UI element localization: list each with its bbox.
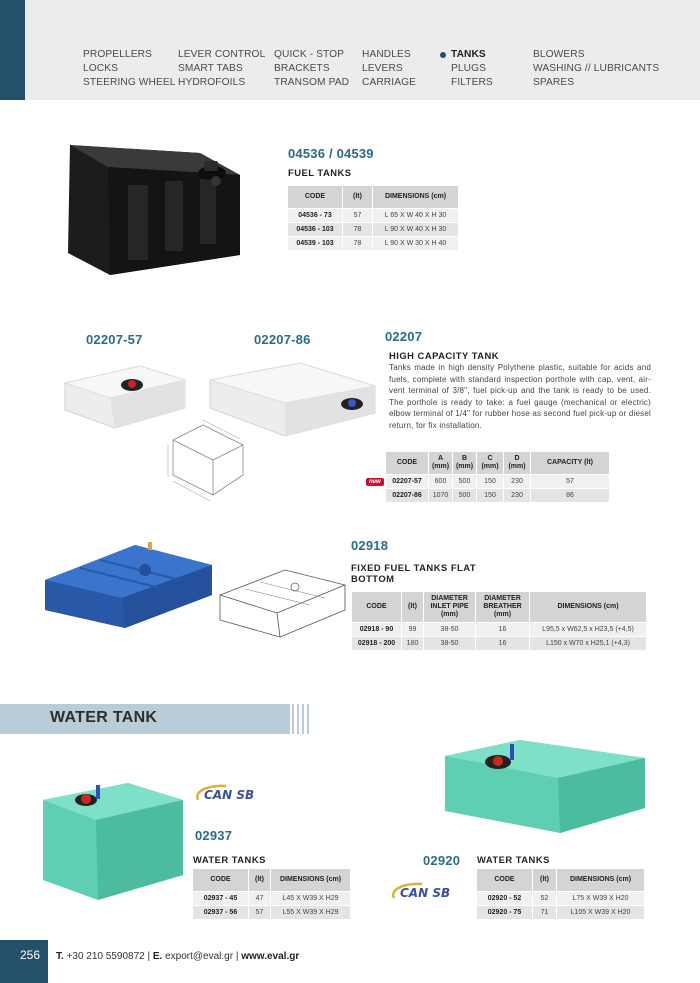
table-cell: 02207-86 [386, 488, 429, 502]
table-header: DIMENSIONS (cm) [271, 869, 351, 891]
table-header: B (mm) [453, 452, 477, 474]
table-cell: L 90 X W 30 X H 40 [373, 236, 459, 250]
product-code-02207: 02207 [385, 329, 423, 344]
table-cell: L45 X W39 X H29 [271, 891, 351, 905]
nav-column-2 [178, 48, 265, 91]
table-cell: 04536 - 103 [288, 222, 343, 236]
product-description: Tanks made in high density Polythene plastic, suitable for acids and fuels, complete with standard inspection porthole with cap, vent, air-vent terminal of 3/8", fuel pick-up and the tank is ready to be used. The porthole is ready to take: a fuel gauge (mechanical or electric) elbow terminal of 1/4" for rubber hose as second fuel pick-up or diesel return, for fix installation. [389, 363, 651, 430]
product-title-water-b: WATER TANKS [477, 854, 550, 865]
product-code-02918: 02918 [351, 538, 389, 553]
brand-logo-text: CAN SB [204, 788, 255, 802]
product-code-02937: 02937 [195, 828, 233, 843]
table-cell: 04539 - 103 [288, 236, 343, 250]
active-bullet-icon [440, 52, 446, 58]
green-water-tank-large-image [440, 736, 650, 836]
product-code-04536: 04536 / 04539 [288, 146, 374, 161]
nav-column-4 [362, 48, 416, 91]
table-cell: 180 [402, 636, 424, 650]
black-fuel-tank-image [40, 135, 250, 280]
table-cell: 57 [531, 474, 610, 488]
nav-item[interactable]: WASHING // LUBRICANTS [533, 63, 660, 75]
table-cell: 78 [343, 236, 373, 250]
table-header: (lt) [533, 869, 557, 891]
table-header: CODE [193, 869, 249, 891]
table-cell: L95,5 x W62,5 x H23,5 (+4,5) [530, 622, 647, 636]
table-cell: 57 [343, 208, 373, 222]
nav-item[interactable]: BLOWERS [533, 49, 585, 60]
table-cell: 230 [504, 488, 531, 502]
nav-item[interactable]: STEERING WHEEL [83, 77, 176, 89]
banner-bars-decoration [292, 704, 312, 734]
table-cell: 02937 - 45 [193, 891, 249, 905]
table-header: D (mm) [504, 452, 531, 474]
table-row [193, 905, 351, 919]
table-header: (lt) [402, 592, 424, 622]
flat-bottom-table [352, 592, 647, 650]
table-cell: 02920 - 75 [477, 905, 533, 919]
nav-column-6 [533, 48, 659, 91]
table-row [352, 622, 647, 636]
table-row [386, 474, 610, 488]
table-header: CODE [352, 592, 402, 622]
table-header: DIMENSIONS (cm) [557, 869, 645, 891]
table-row [288, 222, 459, 236]
water-tanks-02920-table [477, 869, 645, 919]
table-cell: 230 [504, 474, 531, 488]
table-header: CAPACITY (lt) [531, 452, 610, 474]
table-cell: 16 [476, 622, 530, 636]
table-cell: 500 [453, 488, 477, 502]
table-row [193, 891, 351, 905]
table-row [477, 905, 645, 919]
nav-item[interactable]: FILTERS [451, 77, 493, 89]
table-cell: 99 [402, 622, 424, 636]
table-cell: 02918 - 200 [352, 636, 402, 650]
section-title: WATER TANK [50, 709, 158, 726]
table-cell: L150 x W70 x H25,1 (+4,3) [530, 636, 647, 650]
email-link[interactable]: export@eval.gr [165, 951, 234, 962]
product-title-flat-bottom-line1: FIXED FUEL TANKS FLAT [351, 562, 477, 573]
page-number: 256 [0, 940, 48, 983]
green-water-tank-small-image [38, 775, 188, 905]
separator: | [147, 951, 151, 962]
header-accent-stripe [0, 0, 25, 100]
table-cell: L 65 X W 40 X H 30 [373, 208, 459, 222]
table-cell: 02918 - 90 [352, 622, 402, 636]
nav-item[interactable]: BRACKETS [274, 63, 330, 75]
table-cell: 52 [533, 891, 557, 905]
table-cell: 02937 - 56 [193, 905, 249, 919]
table-header: (lt) [343, 186, 373, 208]
phone-label: T. [56, 951, 64, 962]
product-title-flat-bottom-line2: BOTTOM [351, 573, 395, 584]
nav-column-1 [83, 48, 176, 91]
table-cell: 86 [531, 488, 610, 502]
table-header: CODE [386, 452, 429, 474]
flat-tank-line-drawing [215, 565, 350, 640]
nav-item[interactable]: PROPELLERS [83, 49, 152, 60]
nav-item-active[interactable]: TANKS [451, 49, 486, 60]
table-row [477, 891, 645, 905]
table-cell: L55 X W39 X H29 [271, 905, 351, 919]
nav-item[interactable]: LOCKS [83, 63, 119, 75]
separator: | [235, 951, 239, 962]
table-row [288, 236, 459, 250]
table-row [288, 208, 459, 222]
table-cell: L 90 X W 40 X H 30 [373, 222, 459, 236]
product-title-water-a: WATER TANKS [193, 854, 266, 865]
brand-logo-text: CAN SB [400, 886, 451, 900]
blue-flat-tank-image [40, 540, 220, 630]
table-header: C (mm) [477, 452, 504, 474]
table-header: CODE [288, 186, 343, 208]
table-header: (lt) [249, 869, 271, 891]
table-cell: 57 [249, 905, 271, 919]
table-header: DIMENSIONS (cm) [530, 592, 647, 622]
nav-item[interactable]: CARRIAGE [362, 77, 417, 89]
brand-logo-icon [388, 880, 463, 904]
image-code-02207-86: 02207-86 [254, 332, 311, 347]
table-cell: 02920 - 52 [477, 891, 533, 905]
image-code-02207-57: 02207-57 [86, 332, 143, 347]
table-header: DIAMETER INLET PIPE (mm) [424, 592, 476, 622]
table-cell: 02207-57 [386, 474, 429, 488]
table-header: DIMENSIONS (cm) [373, 186, 459, 208]
table-cell: 1070 [429, 488, 453, 502]
nav-item[interactable]: PLUGS [451, 63, 487, 75]
table-cell: 600 [429, 474, 453, 488]
nav-item[interactable]: HYDROFOILS [178, 77, 246, 89]
table-row [386, 488, 610, 502]
table-cell: 38-50 [424, 636, 476, 650]
table-cell: 150 [477, 488, 504, 502]
table-cell: L75 X W39 X H20 [557, 891, 645, 905]
table-cell: 47 [249, 891, 271, 905]
water-tanks-02937-table [193, 869, 351, 919]
table-header: DIAMETER BREATHER (mm) [476, 592, 530, 622]
table-cell: L105 X W39 X H20 [557, 905, 645, 919]
footer-contact [56, 951, 299, 962]
email-label: E. [152, 951, 163, 962]
tank-dimension-diagram [158, 415, 248, 510]
nav-item[interactable]: TRANSOM PAD [274, 77, 350, 89]
nav-item[interactable]: HANDLES [362, 49, 411, 60]
product-title-fuel-tanks: FUEL TANKS [288, 167, 352, 178]
table-header: CODE [477, 869, 533, 891]
nav-item[interactable]: LEVER CONTROL [178, 49, 266, 60]
table-cell: 38-50 [424, 622, 476, 636]
nav-column-3 [274, 48, 349, 91]
nav-item[interactable]: QUICK - STOP [274, 49, 345, 60]
table-cell: 150 [477, 474, 504, 488]
website-link[interactable]: www.eval.gr [241, 951, 300, 962]
nav-column-5 [451, 48, 493, 91]
table-cell: 16 [476, 636, 530, 650]
product-code-02920: 02920 [423, 853, 461, 868]
table-cell: 71 [533, 905, 557, 919]
brand-logo-icon [192, 782, 264, 806]
product-title-high-capacity: HIGH CAPACITY TANK [389, 350, 500, 361]
nav-item[interactable]: LEVERS [362, 63, 403, 75]
phone-number[interactable]: +30 210 5590872 [66, 951, 145, 962]
high-capacity-table [386, 452, 610, 502]
new-badge: new [366, 478, 384, 486]
table-row [352, 636, 647, 650]
table-cell: 78 [343, 222, 373, 236]
table-cell: 500 [453, 474, 477, 488]
table-cell: 04536 - 73 [288, 208, 343, 222]
table-header: A (mm) [429, 452, 453, 474]
fuel-tanks-table [288, 186, 459, 250]
nav-item[interactable]: SPARES [533, 77, 575, 89]
nav-item[interactable]: SMART TABS [178, 63, 243, 75]
